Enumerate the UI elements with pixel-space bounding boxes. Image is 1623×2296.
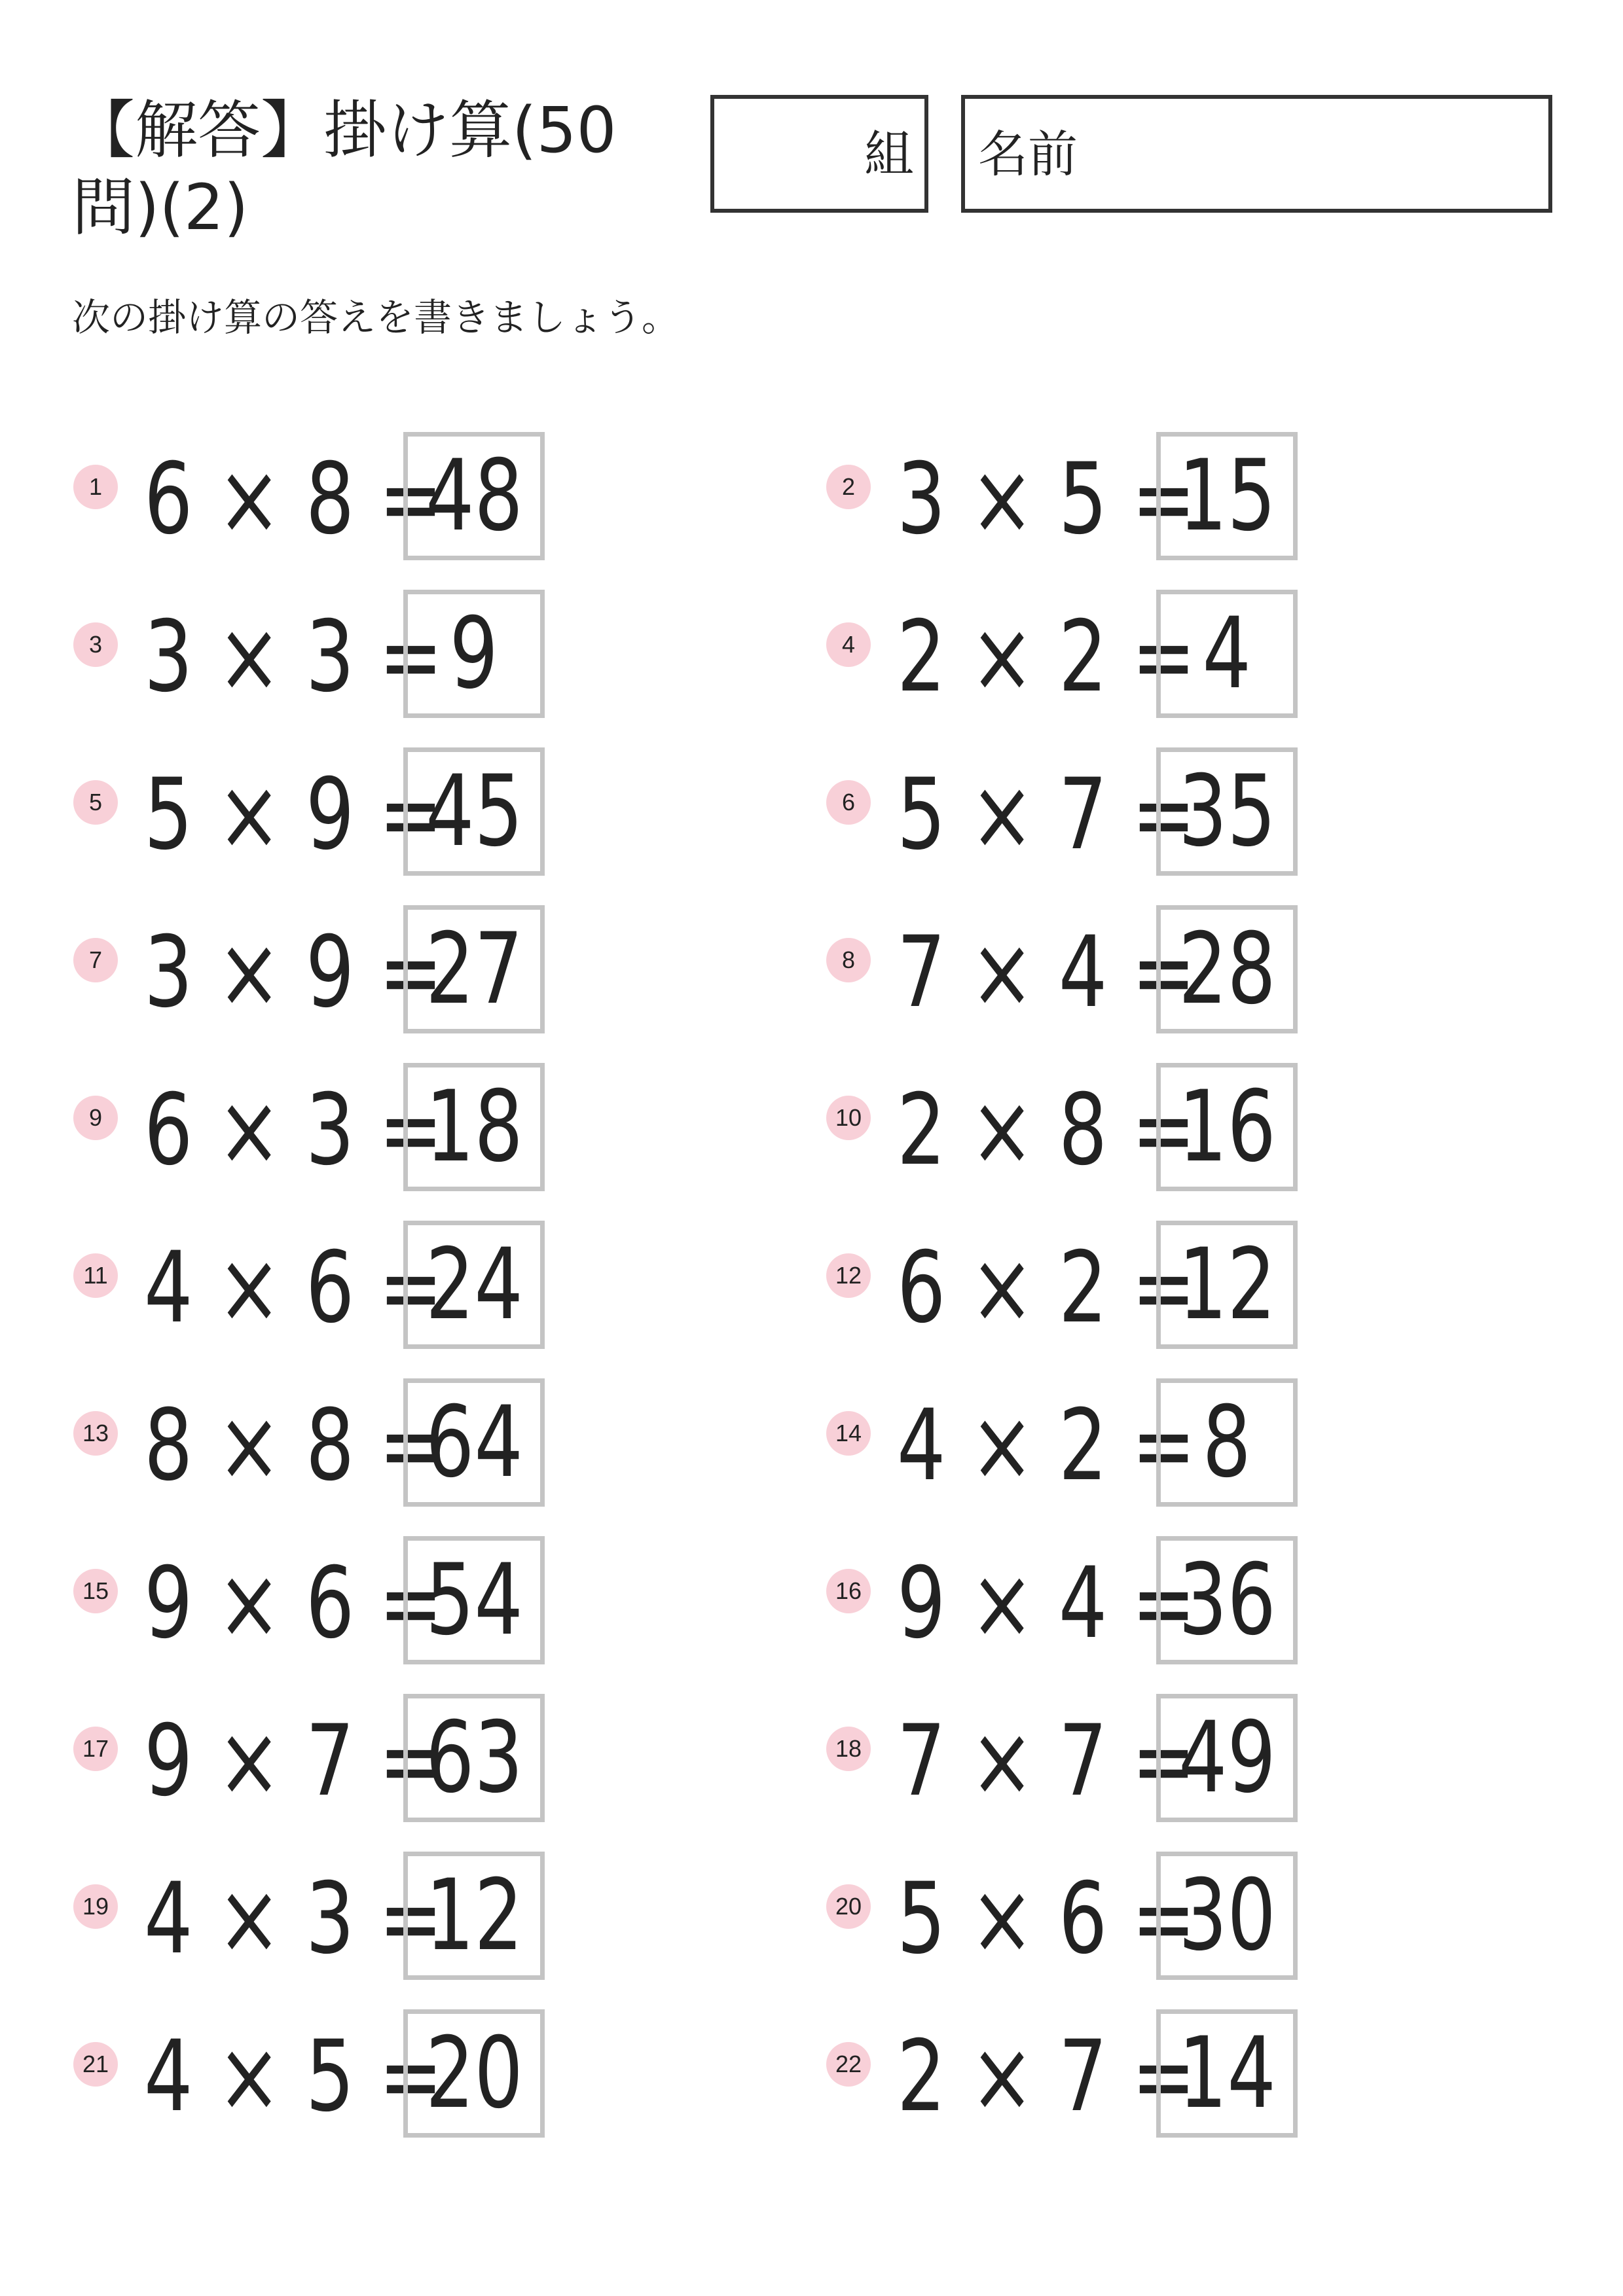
problem-item <box>826 1063 1415 1194</box>
problem-number-badge: 19 <box>73 1884 118 1929</box>
problem-number-badge: 21 <box>73 2042 118 2087</box>
problem-item <box>826 905 1415 1036</box>
answer-box[interactable] <box>1156 1694 1298 1822</box>
problem-number-badge: 5 <box>73 780 118 825</box>
problem-item <box>73 905 663 1036</box>
class-label: 組 <box>864 125 914 183</box>
problem-expression: 6 × 8 = <box>144 442 443 556</box>
answer-value: 15 <box>1178 439 1276 553</box>
problem-number-badge: 1 <box>73 465 118 509</box>
answer-box[interactable] <box>1156 905 1298 1033</box>
problem-item <box>73 432 663 563</box>
problem-number-badge: 15 <box>73 1569 118 1613</box>
problem-item <box>73 747 663 878</box>
answer-value: 49 <box>1178 1701 1276 1815</box>
answer-value: 12 <box>1178 1228 1276 1342</box>
name-label: 名前 <box>978 125 1078 183</box>
answer-value: 16 <box>1178 1070 1276 1184</box>
problem-expression: 4 × 2 = <box>897 1389 1196 1503</box>
answer-value: 45 <box>425 755 523 869</box>
answer-box[interactable] <box>403 590 545 718</box>
problem-number-badge: 6 <box>826 780 871 825</box>
answer-box[interactable] <box>403 1852 545 1980</box>
problem-expression: 3 × 5 = <box>897 442 1196 556</box>
problem-expression: 4 × 5 = <box>144 2020 443 2134</box>
answer-value: 8 <box>1202 1386 1252 1499</box>
problem-item <box>826 432 1415 563</box>
problem-item <box>73 1694 663 1825</box>
problem-item <box>73 1852 663 1982</box>
problem-number-badge: 3 <box>73 622 118 667</box>
answer-value: 9 <box>449 597 499 711</box>
problem-item <box>73 1063 663 1194</box>
answer-box[interactable] <box>1156 1536 1298 1664</box>
answer-box[interactable] <box>1156 590 1298 718</box>
problem-item <box>73 2009 663 2140</box>
problem-expression: 6 × 3 = <box>144 1073 443 1187</box>
answer-value: 64 <box>425 1386 523 1499</box>
problem-number-badge: 7 <box>73 938 118 982</box>
answer-box[interactable] <box>1156 432 1298 560</box>
problem-expression: 2 × 2 = <box>897 600 1196 714</box>
answer-box[interactable] <box>1156 1063 1298 1191</box>
answer-value: 36 <box>1178 1543 1276 1657</box>
answer-value: 27 <box>425 912 523 1026</box>
instructions: 次の掛け算の答えを書きましょう。 <box>72 295 680 340</box>
problem-expression: 9 × 6 = <box>144 1547 443 1660</box>
problem-number-badge: 20 <box>826 1884 871 1929</box>
problem-expression: 7 × 4 = <box>897 916 1196 1030</box>
answer-value: 4 <box>1202 597 1252 711</box>
answer-box[interactable] <box>1156 2009 1298 2138</box>
problem-number-badge: 22 <box>826 2042 871 2087</box>
answer-value: 28 <box>1178 912 1276 1026</box>
problem-expression: 8 × 8 = <box>144 1389 443 1503</box>
answer-value: 63 <box>425 1701 523 1815</box>
answer-box[interactable] <box>403 1221 545 1349</box>
answer-value: 14 <box>1178 2017 1276 2130</box>
problem-item <box>826 590 1415 721</box>
answer-value: 20 <box>425 2017 523 2130</box>
problem-item <box>826 2009 1415 2140</box>
problem-number-badge: 14 <box>826 1411 871 1456</box>
problem-number-badge: 12 <box>826 1253 871 1298</box>
problem-expression: 4 × 3 = <box>144 1862 443 1976</box>
problem-item <box>73 1378 663 1509</box>
problem-expression: 5 × 6 = <box>897 1862 1196 1976</box>
page-title: 【解答】掛け算(50問)(2) <box>72 94 617 244</box>
problem-number-badge: 9 <box>73 1096 118 1140</box>
answer-value: 35 <box>1178 755 1276 869</box>
answer-box[interactable] <box>1156 1221 1298 1349</box>
problem-expression: 9 × 7 = <box>144 1704 443 1818</box>
answer-value: 54 <box>425 1543 523 1657</box>
answer-value: 48 <box>425 439 523 553</box>
problem-item <box>826 1852 1415 1982</box>
problem-expression: 2 × 8 = <box>897 1073 1196 1187</box>
answer-box[interactable] <box>403 2009 545 2138</box>
answer-box[interactable] <box>1156 1852 1298 1980</box>
problem-expression: 9 × 4 = <box>897 1547 1196 1660</box>
problem-number-badge: 8 <box>826 938 871 982</box>
answer-value: 12 <box>425 1859 523 1973</box>
problem-expression: 3 × 3 = <box>144 600 443 714</box>
problem-number-badge: 16 <box>826 1569 871 1613</box>
answer-value: 24 <box>425 1228 523 1342</box>
problem-item <box>826 1378 1415 1509</box>
answer-box[interactable] <box>1156 1378 1298 1507</box>
answer-box[interactable] <box>1156 747 1298 876</box>
problem-number-badge: 13 <box>73 1411 118 1456</box>
problem-expression: 6 × 2 = <box>897 1231 1196 1345</box>
problem-number-badge: 17 <box>73 1727 118 1771</box>
problem-item <box>826 1536 1415 1667</box>
problem-item <box>826 747 1415 878</box>
problem-number-badge: 4 <box>826 622 871 667</box>
problem-expression: 4 × 6 = <box>144 1231 443 1345</box>
answer-box[interactable] <box>403 747 545 876</box>
problem-expression: 3 × 9 = <box>144 916 443 1030</box>
problem-item <box>73 1536 663 1667</box>
answer-value: 30 <box>1178 1859 1276 1973</box>
answer-box[interactable] <box>403 1694 545 1822</box>
answer-box[interactable] <box>403 1063 545 1191</box>
problem-expression: 5 × 9 = <box>144 758 443 872</box>
answer-box[interactable] <box>403 1536 545 1664</box>
problem-expression: 2 × 7 = <box>897 2020 1196 2134</box>
problem-number-badge: 11 <box>73 1253 118 1298</box>
problem-expression: 5 × 7 = <box>897 758 1196 872</box>
problem-item <box>826 1694 1415 1825</box>
problem-number-badge: 10 <box>826 1096 871 1140</box>
problem-number-badge: 2 <box>826 465 871 509</box>
answer-box[interactable] <box>403 432 545 560</box>
answer-value: 18 <box>425 1070 523 1184</box>
problem-item <box>73 590 663 721</box>
problem-item <box>73 1221 663 1352</box>
problem-item <box>826 1221 1415 1352</box>
problem-number-badge: 18 <box>826 1727 871 1771</box>
problem-expression: 7 × 7 = <box>897 1704 1196 1818</box>
answer-box[interactable] <box>403 1378 545 1507</box>
answer-box[interactable] <box>403 905 545 1033</box>
